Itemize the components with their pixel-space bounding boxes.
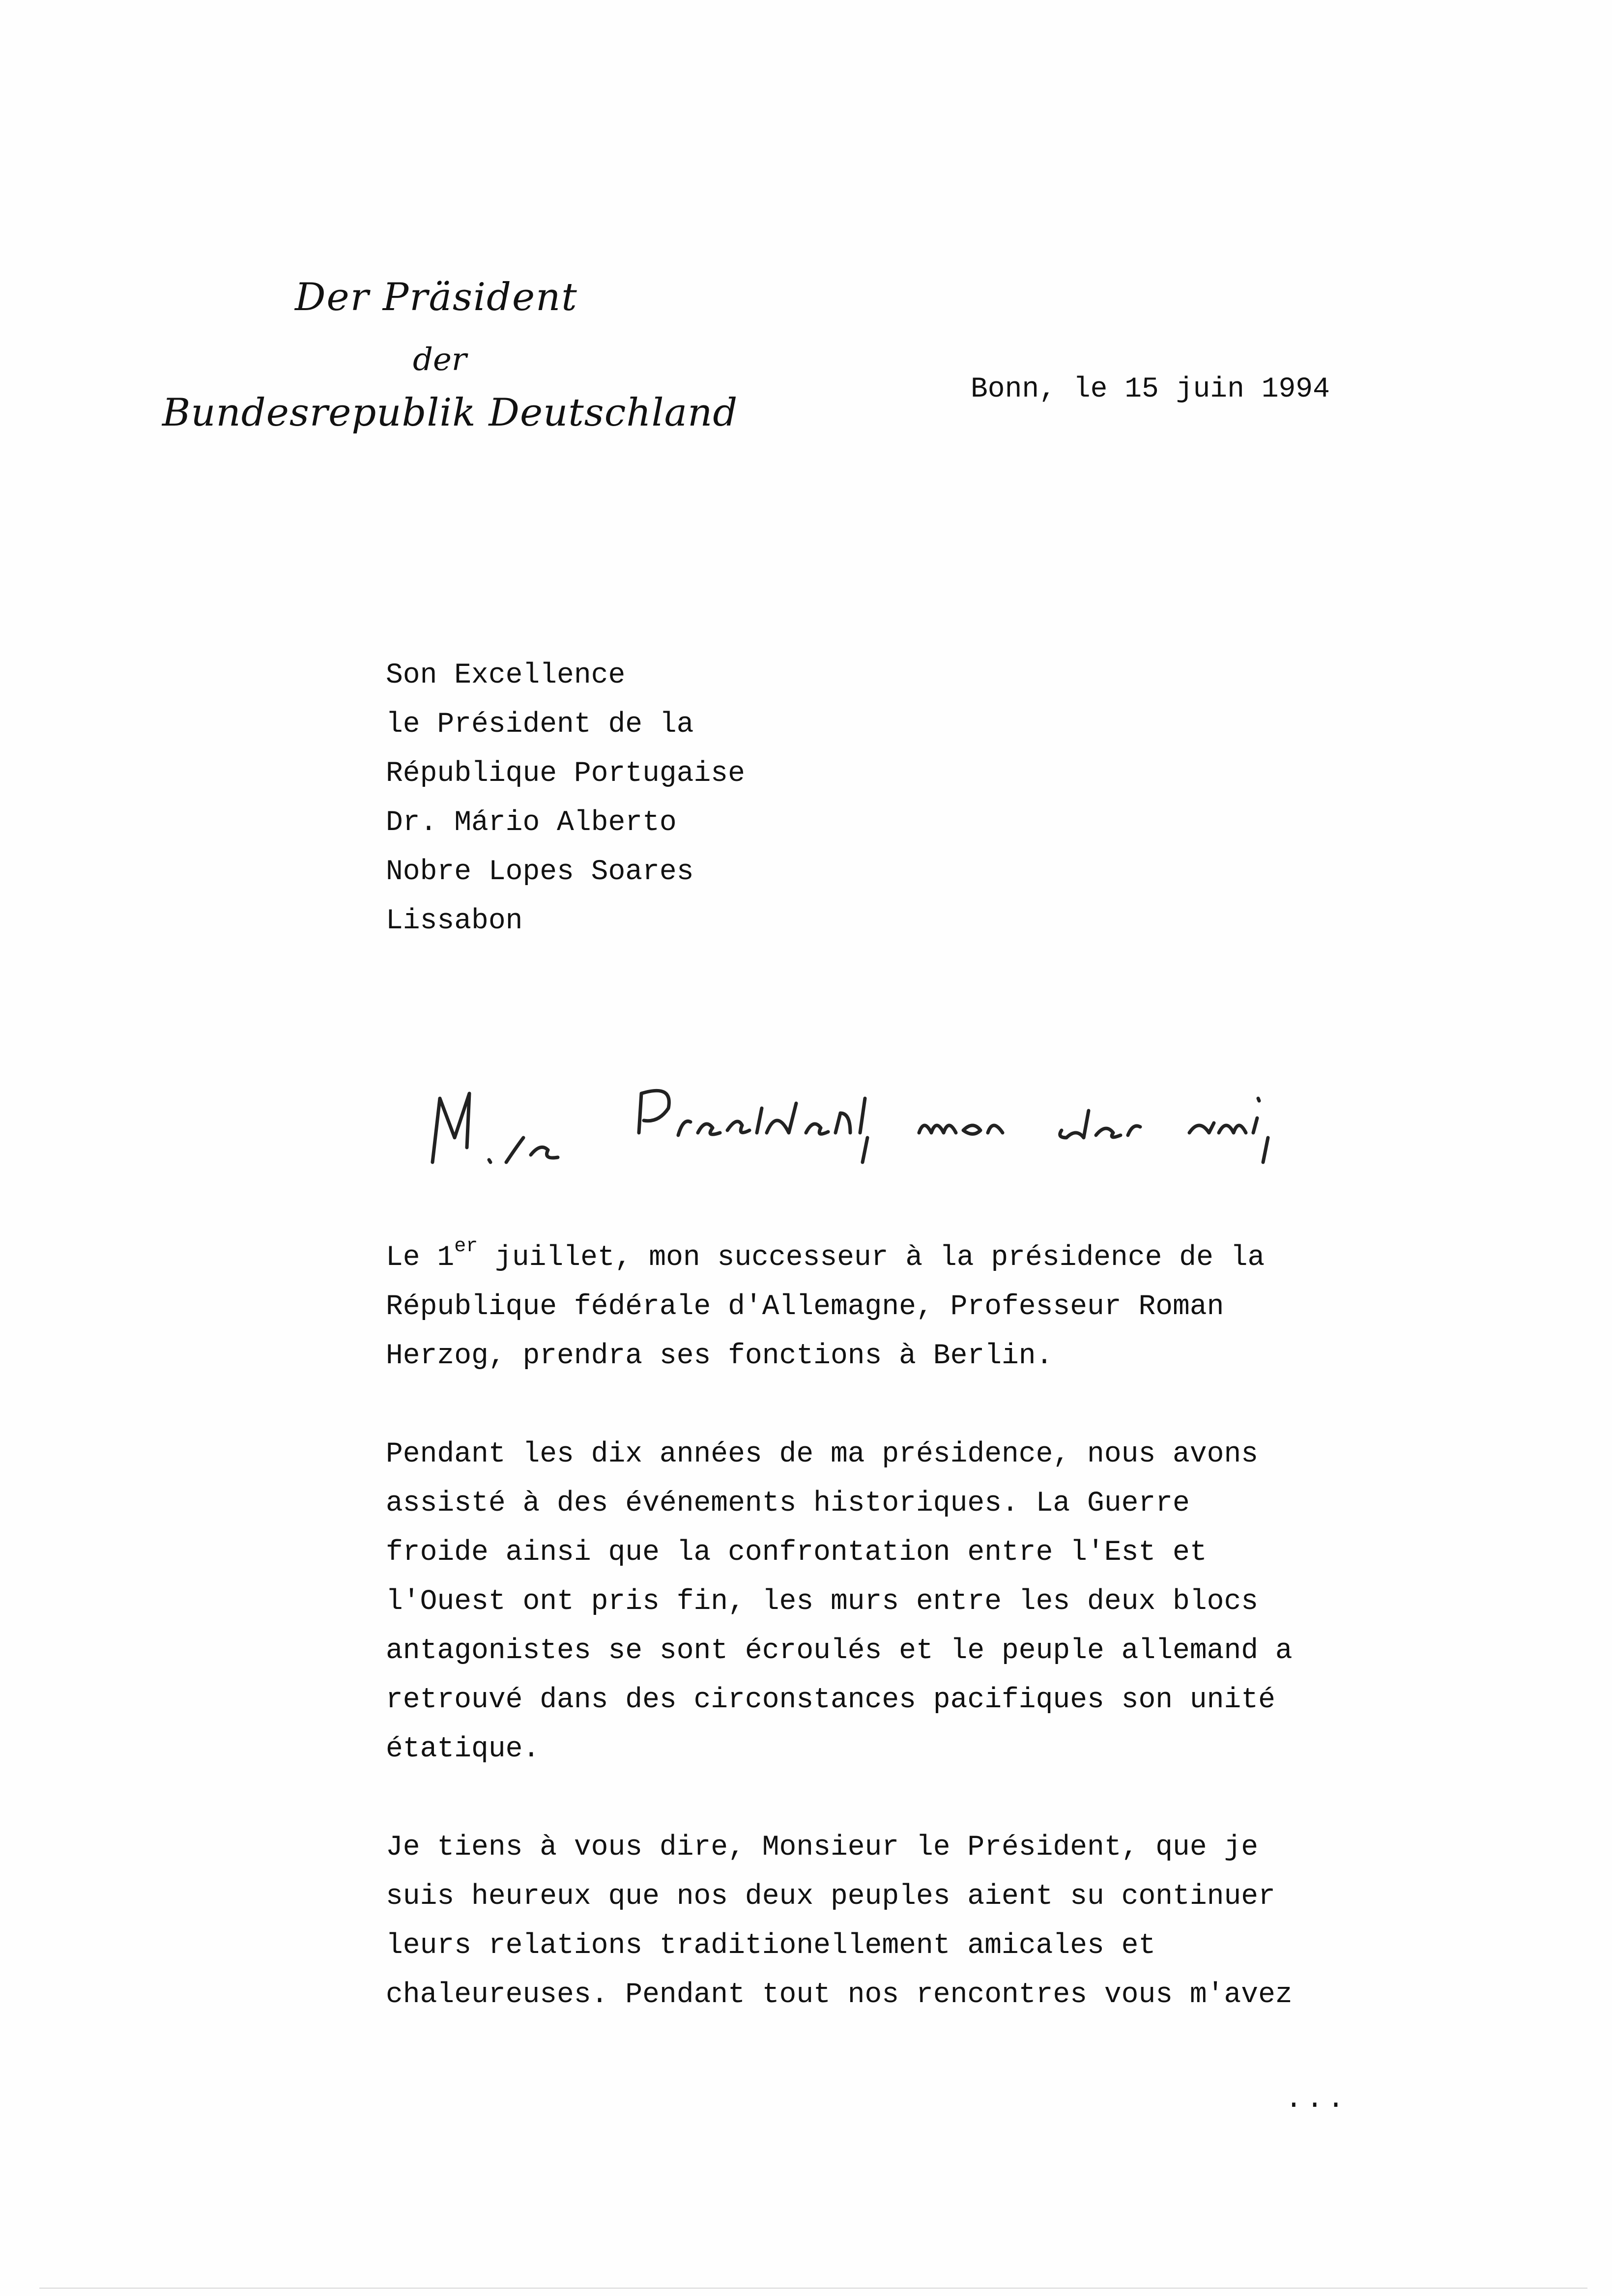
letter-date: Bonn, le 15 juin 1994 [971, 373, 1330, 405]
handwritten-salutation [423, 1064, 1406, 1192]
body-line: suis heureux que nos deux peuples aient su continuer [386, 1881, 1275, 1913]
letterhead-country: Bundesrepublik Deutschland [162, 391, 738, 435]
address-line: Son Excellence [386, 660, 626, 691]
address-line: Dr. Mário Alberto [386, 807, 677, 839]
body-line: Pendant les dix années de ma présidence, nous avons [386, 1438, 1259, 1470]
body-line: l'Ouest ont pris fin, les murs entre les deux blocs [386, 1586, 1259, 1618]
letterhead [147, 275, 737, 472]
line-continuation: juillet, mon successeur à la présidence de la [478, 1242, 1265, 1274]
letter-body [386, 1234, 1565, 2069]
handwriting-drawing [423, 1064, 1406, 1192]
address-line: Nobre Lopes Soares [386, 856, 694, 888]
ordinal-number: Le 1 [386, 1242, 455, 1274]
continuation-marker: ... [1285, 2084, 1349, 2116]
paragraph [386, 1234, 1565, 1381]
paragraph [386, 1430, 1565, 1774]
letterhead-title: Der Präsident [295, 275, 578, 319]
scan-edge-line [39, 2288, 1587, 2289]
body-line: Herzog, prendra ses fonctions à Berlin. [386, 1340, 1053, 1372]
body-line [386, 1234, 1565, 1283]
body-line: chaleureuses. Pendant tout nos rencontres vous m'avez [386, 1979, 1293, 2011]
recipient-address [386, 651, 745, 946]
letterhead-connector: der [413, 342, 467, 378]
paragraph [386, 1823, 1565, 2020]
body-line: froide ainsi que la confrontation entre l'Est et [386, 1537, 1207, 1569]
ordinal-suffix: er [454, 1235, 478, 1258]
body-line: Je tiens à vous dire, Monsieur le Président, que je [386, 1832, 1259, 1864]
address-line: Lissabon [386, 905, 523, 937]
body-line: leurs relations traditionellement amicales et [386, 1930, 1156, 1962]
body-line: assisté à des événements historiques. La Guerre [386, 1488, 1190, 1520]
body-line: étatique. [386, 1733, 540, 1765]
address-line: République Portugaise [386, 758, 745, 790]
body-line: retrouvé dans des circonstances pacifiques son unité [386, 1684, 1275, 1716]
body-line: antagonistes se sont écroulés et le peuple allemand a [386, 1635, 1293, 1667]
address-line: le Président de la [386, 709, 694, 741]
body-line: République fédérale d'Allemagne, Professeur Roman [386, 1291, 1224, 1323]
